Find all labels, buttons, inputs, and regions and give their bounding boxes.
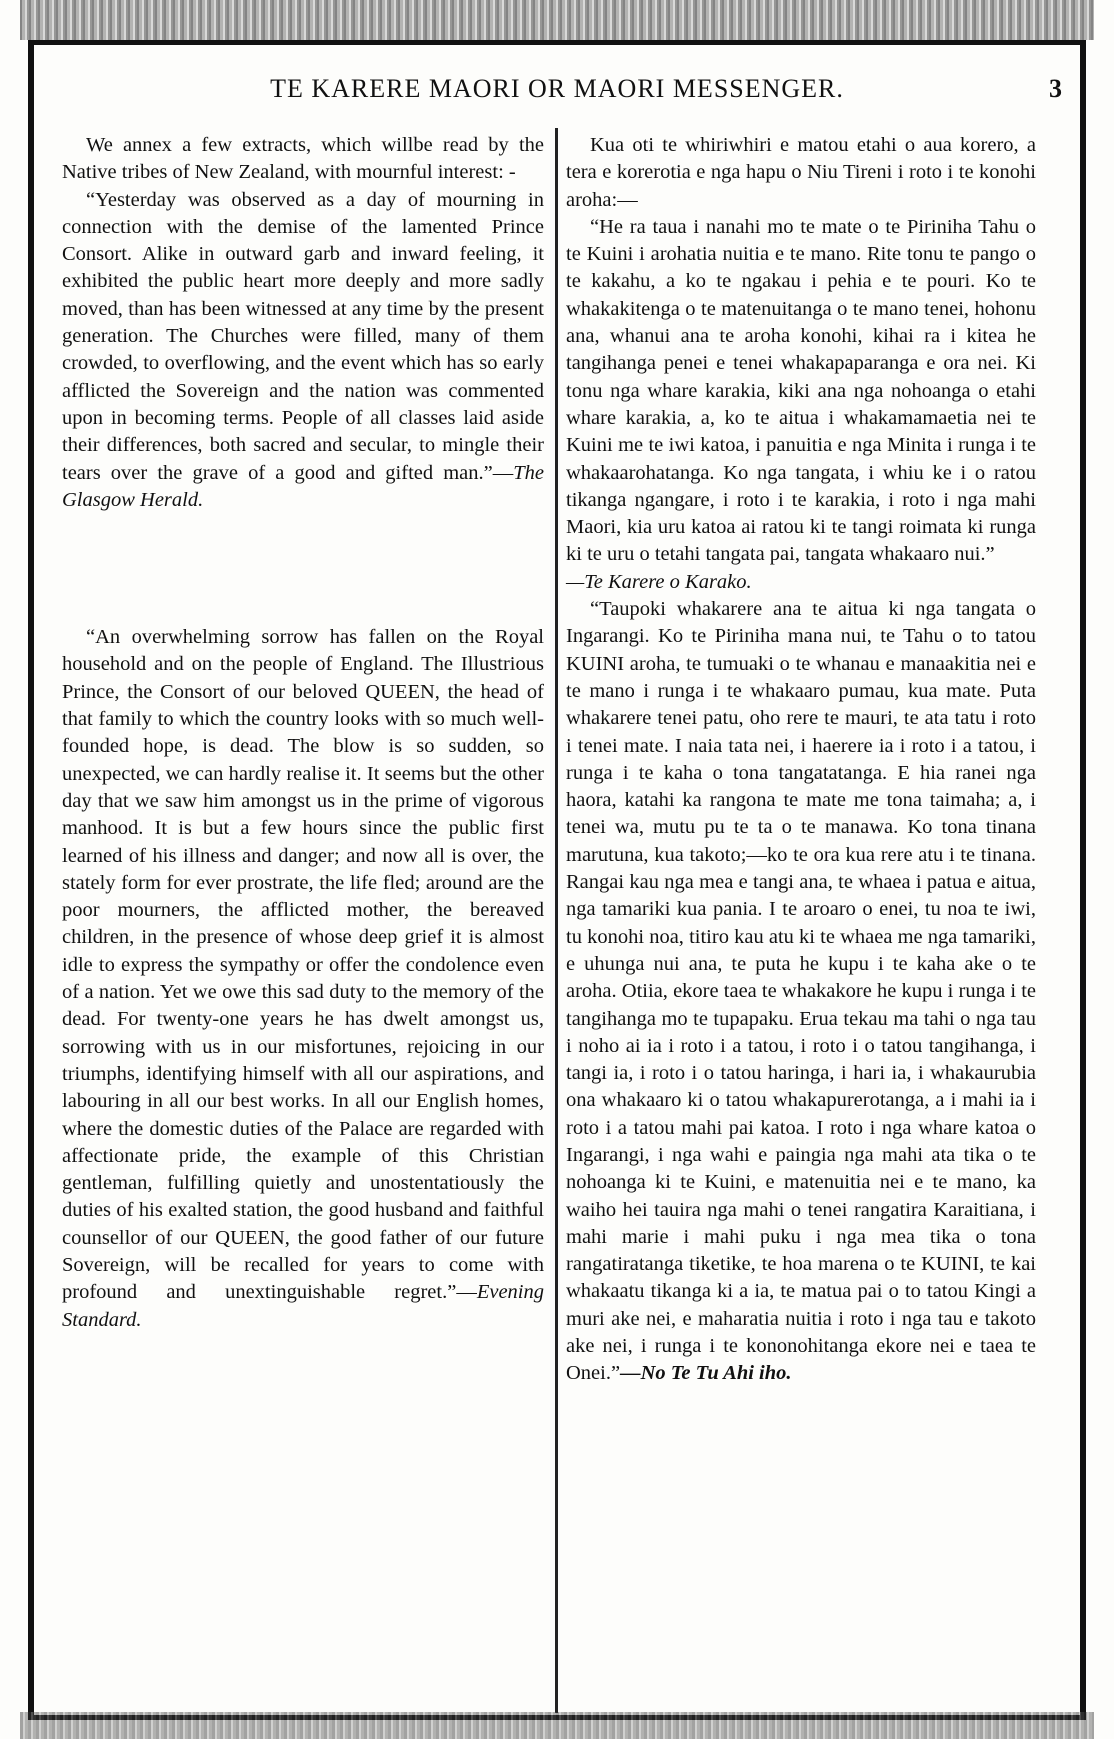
column-gap	[62, 514, 544, 624]
page-number: 3	[1049, 74, 1062, 103]
maori-extract-2	[566, 596, 1036, 1388]
bottom-edge-scan-noise	[20, 1712, 1094, 1739]
maori-extract-1-source: —Te Karere o Karako.	[566, 570, 752, 593]
english-intro: We annex a few extracts, which willbe read by the Native tribes of New Zealand, with mournful interest: -	[62, 134, 544, 184]
english-column	[62, 132, 544, 1334]
page-header	[34, 72, 1080, 112]
english-extract-2-source: Evening Standard.	[62, 1281, 544, 1331]
top-edge-scan-noise	[20, 0, 1094, 40]
english-extract-1-source: The Glasgow Herald.	[62, 461, 544, 511]
maori-extract-2-source: —No Te Tu Ahi iho.	[620, 1362, 792, 1385]
english-extract-1-quote: “Yesterday was observed as a day of mourning in connection with the demise of the lamented Prince Consort. Alike in outward garb and inward feeling, it exhibited the public heart more deeply and more sadly moved, than has been witnessed at any time by the present generation. The Churches were filled, many of them crowded, to overflowing, and the event which has so early afflicted the Sovereign and the nation was commented upon in becoming terms. People of all classes laid aside their differences, both sacred and secular, to mingle their tears over the grave of a good and gifted man.”—	[62, 188, 544, 484]
maori-intro: Kua oti te whiriwhiri e matou etahi o aua korero, a tera e korerotia e nga hapu o Niu Tireni i roto i te konohi aroha:—	[566, 134, 1036, 211]
maori-extract-2-quote: “Taupoki whakarere ana te aitua ki nga tangata o Ingarangi. Ko te Piriniha mana nui, te Tahu o to tatou KUINI aroha, te tumuaki o te whanau e manaakitia nei e te mano i runga i te whakaaro pumau, kua mate. Puta whakarere tenei patu, oho rere te mauri, te ata tatu i roto i tenei mate. I naia tata nei, i haerere ia i roto i a tatou, i runga i te kaha o tona tangatatanga. E hia ranei nga haora, katahi ka rangona te mate me tona taimaha; a, i tenei wa, mutu pu te ta o te manawa. Ko tona tinana marutuna, kua takoto;—ko te ora kua rere atu i te tinana. Rangai kau nga mea e tangi ana, te whaea i patua e aitua, nga tamariki kua pania. I te aroaro o enei, tu noa te iwi, tu konohi noa, titiro kau atu ki te whaea me nga tamariki, e uhunga nui ana, te puta he kupu i te kaha ake o te aroha. Otiia, ekore taea te whakakore he kupu i runga i te tangihanga mo te tupapaku. Erua tekau ma tahi o nga tau i noho ai ia i roto i a tatou, i roto i o tatou tangihanga, i tangi ia, i roto i o tatou haringa, i hari ia, i whakaurubia ona whakaaro ki o tatou whakapurerotanga, a i mahi ia i roto i a tatou mahi pai katoa. I roto i nga whare katoa o Ingarangi, i nga wahi e paingia nga mahi ata tika o te nohoanga ki te Kuini, e matenuitia nei e te mano, ka waiho hei tauira nga mahi o tenei rangatira Karaitiana, i mahi marie i mahi puku i nga mea tika o tona rangatiratanga tiketike, te hoa marena o te KUINI, te kai whakaatu tikanga ki a ia, te matua pai o to tatou Kingi a muri ake nei, e maharatia nuitia i roto i nga tau e takoto ake nei, i runga i te kononohitanga ekore nei e taea te Onei.”	[566, 598, 1036, 1385]
english-extract-2	[62, 624, 544, 1334]
column-divider	[555, 128, 558, 1713]
maori-extract-1-quote: “He ra taua i nanahi mo te mate o te Piriniha Tahu o te Kuini i arohatia nuitia e te mano. Rite tonu te pango o te kakahu, a ko te ngakau i pehia e te pouri. Ko te whakakitenga o te matenuitanga o te mano tenei, hohonu ana, whanui ana te aroha konohi, kihai ra i kitea he tangihanga penei e tenei whakapaparanga e ora nei. Ki tonu nga whare karakia, kiki ana nga nohoanga o etahi whare karakia, a, ko te aitua i whakamamaetia nei te Kuini me te iwi katoa, i panuitia e nga Minita i runga i te whakaarohatanga. Ko nga tangata, i whiu ke i o ratou tikanga ngangare, i roto i te karakia, i roto i nga mahi Maori, kia uru katoa ai ratou ki te tangi roimata ki runga ki te uru o tetahi tangata pai, tangata whakaaro nui.”	[566, 215, 1036, 566]
maori-extract-1	[566, 214, 1036, 569]
page-title: TE KARERE MAORI OR MAORI MESSENGER.	[270, 74, 844, 103]
english-extract-2-quote: “An overwhelming sorrow has fallen on the Royal household and on the people of England. The Illustrious Prince, the Consort of our beloved QUEEN, the head of that family to which the country looks with so much well-founded hope, is dead. The blow is so sudden, so unexpected, we can hardly realise it. It seems but the other day that we saw him amongst us in the prime of vigorous manhood. It is but a few hours since the public first learned of his illness and danger; and now all is over, the stately form for ever prostrate, the life fled; around are the poor mourners, the afflicted mother, the bereaved children, in the presence of whose deep grief it is almost idle to express the sympathy or offer the condolence even of a nation. Yet we owe this sad duty to the memory of the dead. For twenty-one years he has dwelt amongst us, sorrowing with us in our misfortunes, rejoicing in our triumphs, identifying himself with all our aspirations, and labouring in all our best works. In all our English homes, where the domestic duties of the Palace are regarded with affectionate pride, the example of this Christian gentleman, fulfilling quietly and unostentatiously the duties of his exalted station, the good husband and faithful counsellor of our QUEEN, the good father of our future Sovereign, will be recalled for years to come with profound and unextinguishable regret.”—	[62, 626, 544, 1304]
english-extract-1	[62, 187, 544, 515]
maori-column	[566, 132, 1036, 1388]
